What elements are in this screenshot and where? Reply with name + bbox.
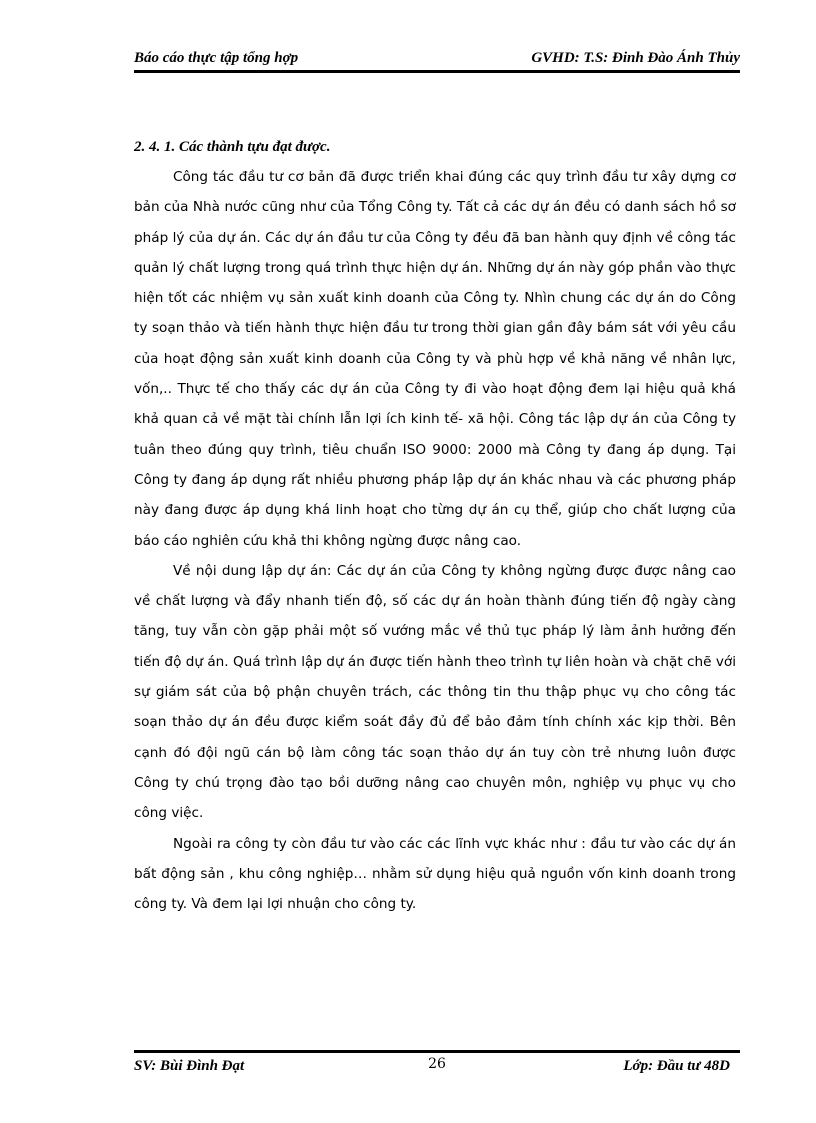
paragraph-achievements: Công tác đầu tư cơ bản đã được triển khai đúng các quy trình đầu tư xây dựng cơ bản của Nhà nước cũng như của Tổng Công ty. Tất cả các dự án đều có danh sách hồ sơ pháp lý của dự án. Các dự án đầu tư của Công ty đều đã ban hành quy định về công tác quản lý chất lượng trong quá trình thực hiện dự án. Những dự án này góp phần vào thực hiện tốt các nhiệm vụ sản xuất kinh doanh của Công ty. Nhìn chung các dự án do Công ty soạn thảo và tiến hành thực hiện đầu tư trong thời gian gần đây bám sát với yêu cầu của hoạt động sản xuất kinh doanh của Công ty và phù hợp về khả năng về nhân lực, vốn,.. Thực tế cho thấy các dự án của Công ty đi vào hoạt động đem lại hiệu quả khá khả quan cả về mặt tài chính lẫn lợi ích kinh tế- xã hội. Công tác lập dự án của Công ty tuân theo đúng quy trình, tiêu chuẩn ISO 9000: 2000 mà Công ty đang áp dụng. Tại Công ty đang áp dụng rất nhiều phương pháp lập dự án khác nhau và các phương pháp này đang được áp dụng khá linh hoạt cho từng dự án cụ thể, giúp cho chất lượng của báo cáo nghiên cứu khả thi không ngừng được nâng cao.	[134, 169, 736, 549]
header-supervisor: GVHD: T.S: Đinh Đào Ánh Thủy	[531, 50, 740, 66]
page-number: 26	[428, 1056, 446, 1072]
footer-student-name: SV: Bùi Đình Đạt	[134, 1058, 245, 1074]
paragraph-other-investments: Ngoài ra công ty còn đầu tư vào các các lĩnh vực khác như : đầu tư vào các dự án bất động sản , khu công nghiệp… nhằm sử dụng hiệu quả nguồn vốn kinh doanh trong công ty. Và đem lại lợi nhuận cho công ty.	[134, 835, 736, 913]
page-footer	[134, 1056, 740, 1078]
page-header	[134, 50, 740, 70]
section-title: 2. 4. 1. Các thành tựu đạt được.	[134, 139, 331, 155]
main-content	[134, 132, 736, 919]
footer-divider	[134, 1050, 740, 1053]
footer-class-name: Lớp: Đầu tư 48D	[623, 1058, 730, 1074]
paragraph-project-content: Về nội dung lập dự án: Các dự án của Công ty không ngừng được được nâng cao về chất lượng và đẩy nhanh tiến độ, số các dự án hoàn thành đúng tiến độ ngày càng tăng, tuy vẫn còn gặp phải một số vướng mắc về thủ tục pháp lý làm ảnh hưởng đến tiến độ dự án. Quá trình lập dự án được tiến hành theo trình tự liên hoàn và chặt chẽ với sự giám sát của bộ phận chuyên trách, các thông tin thu thập phục vụ cho công tác soạn thảo dự án đều được kiểm soát đầy đủ để bảo đảm tính chính xác kịp thời. Bên cạnh đó đội ngũ cán bộ làm công tác soạn thảo dự án tuy còn trẻ nhưng luôn được Công ty chú trọng đào tạo bồi dưỡng nâng cao chuyên môn, nghiệp vụ phục vụ cho công việc.	[134, 562, 736, 822]
header-report-title: Báo cáo thực tập tổng hợp	[134, 50, 299, 66]
header-divider	[134, 70, 740, 73]
